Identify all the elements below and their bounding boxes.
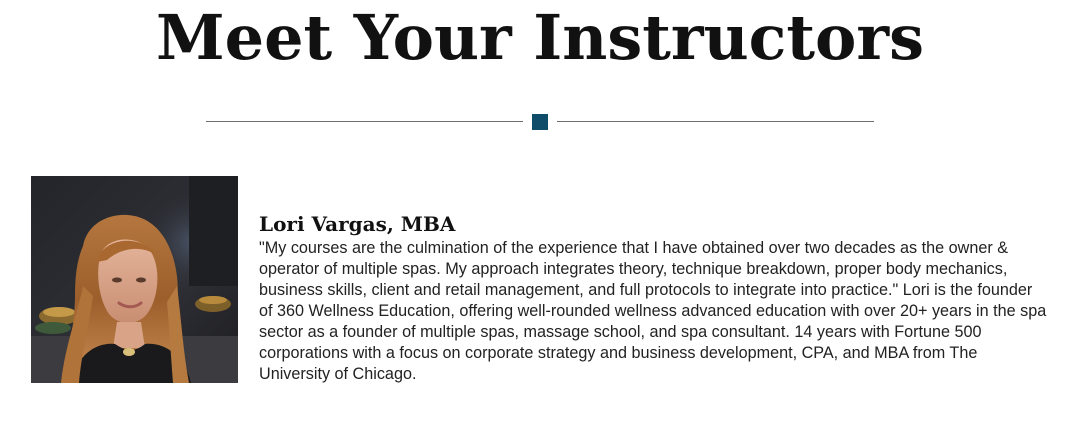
divider-square-ornament — [532, 114, 548, 130]
instructor-name: Lori Vargas, MBA — [259, 212, 456, 236]
section-title: Meet Your Instructors — [156, 1, 924, 74]
title-divider — [206, 114, 874, 130]
divider-line-left — [206, 121, 523, 122]
instructor-photo — [31, 176, 238, 383]
divider-line-right — [557, 121, 874, 122]
instructor-bio-block — [259, 210, 1049, 385]
instructor-bio-text: "My courses are the culmination of the experience that I have obtained over two decades as the owner & operator of multiple spas. My approach integrates theory, technique breakdown, proper body mechanics, business skills, client and retail management, and full protocols to integrate into practice." Lori is the founder of 360 Wellness Education, offering well-rounded wellness advanced education with over 20+ years in the spa sector as a founder of multiple spas, massage school, and spa consultant. 14 years with Fortune 500 corporations with a focus on corporate strategy and business development, CPA, and MBA from The University of Chicago. — [259, 239, 1047, 383]
